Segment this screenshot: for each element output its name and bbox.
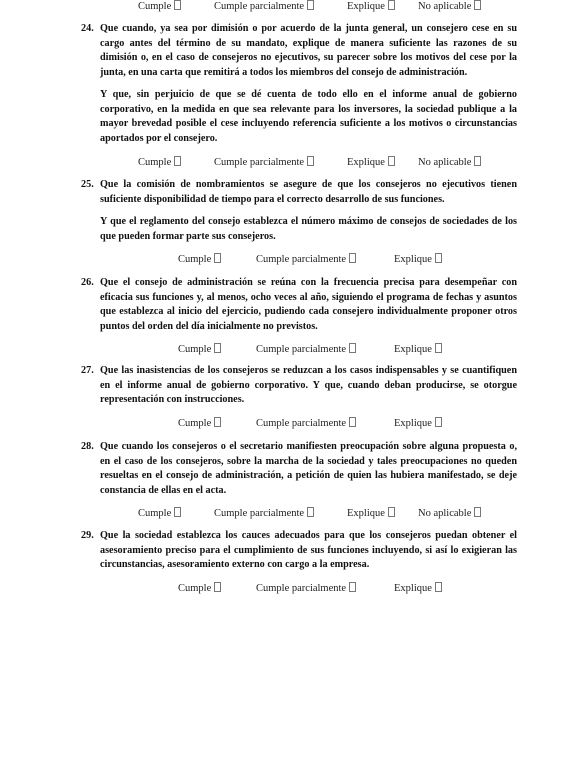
checkbox[interactable] bbox=[349, 343, 356, 353]
item-number: 29. bbox=[81, 530, 94, 541]
item-number: 24. bbox=[81, 23, 94, 34]
compliance-options-26 bbox=[0, 343, 576, 357]
option-cumple-parcialmente[interactable]: Cumple parcialmente bbox=[214, 507, 314, 521]
item-number: 27. bbox=[81, 365, 94, 376]
item-paragraph: Y que el reglamento del consejo establezca el número máximo de consejos de sociedades de los que pueden formar parte sus consejeros. bbox=[100, 216, 517, 242]
item-number: 26. bbox=[81, 277, 94, 288]
checkbox[interactable] bbox=[214, 343, 221, 353]
item-number: 28. bbox=[81, 441, 94, 452]
compliance-options-23 bbox=[0, 0, 576, 14]
option-cumple[interactable]: Cumple bbox=[178, 417, 221, 431]
recommendation-27 bbox=[81, 364, 517, 408]
checkbox[interactable] bbox=[349, 417, 356, 427]
recommendation-25 bbox=[81, 178, 517, 244]
option-cumple-parcialmente[interactable]: Cumple parcialmente bbox=[256, 417, 356, 431]
option-explique[interactable]: Explique bbox=[347, 156, 395, 170]
item-paragraph: Que la sociedad establezca los cauces adecuados para que los consejeros puedan obtener el asesoramiento preciso para el cumplimiento de sus funciones incluyendo, si así lo exigieran las circunstancias, asesoramiento externo con cargo a la empresa. bbox=[100, 530, 517, 570]
checkbox[interactable] bbox=[214, 417, 221, 427]
checkbox[interactable] bbox=[474, 0, 481, 10]
checkbox[interactable] bbox=[388, 507, 395, 517]
checkbox[interactable] bbox=[435, 343, 442, 353]
compliance-options-24 bbox=[0, 156, 576, 170]
checkbox[interactable] bbox=[307, 507, 314, 517]
checkbox[interactable] bbox=[307, 0, 314, 10]
recommendation-26 bbox=[81, 276, 517, 334]
option-explique[interactable]: Explique bbox=[394, 253, 442, 267]
option-cumple-parcialmente[interactable]: Cumple parcialmente bbox=[214, 0, 314, 14]
option-explique[interactable]: Explique bbox=[347, 0, 395, 14]
item-paragraph: Que cuando, ya sea por dimisión o por acuerdo de la junta general, un consejero cese en su cargo antes del término de su mandato, explique de manera suficiente las razones de su dimisión o, en el caso de consejeros no ejecutivos, su parecer sobre los motivos del cese por la junta, en una carta que remitirá a todos los miembros del consejo de administración. bbox=[100, 23, 517, 78]
option-cumple-parcialmente[interactable]: Cumple parcialmente bbox=[256, 343, 356, 357]
checkbox[interactable] bbox=[474, 156, 481, 166]
checkbox[interactable] bbox=[174, 156, 181, 166]
option-cumple[interactable]: Cumple bbox=[178, 343, 221, 357]
option-cumple-parcialmente[interactable]: Cumple parcialmente bbox=[214, 156, 314, 170]
option-cumple[interactable]: Cumple bbox=[178, 253, 221, 267]
compliance-options-28 bbox=[0, 507, 576, 521]
checkbox[interactable] bbox=[474, 507, 481, 517]
item-paragraph: Que las inasistencias de los consejeros se reduzcan a los casos indispensables y se cuantifiquen en el informe anual de gobierno corporativo. Y que, cuando deban producirse, se otorgue representación con instrucciones. bbox=[100, 365, 517, 405]
checkbox[interactable] bbox=[214, 253, 221, 263]
checkbox[interactable] bbox=[349, 253, 356, 263]
option-no-aplicable[interactable]: No aplicable bbox=[418, 507, 481, 521]
checkbox[interactable] bbox=[388, 156, 395, 166]
recommendation-24 bbox=[81, 22, 517, 146]
option-no-aplicable[interactable]: No aplicable bbox=[418, 156, 481, 170]
checkbox[interactable] bbox=[435, 582, 442, 592]
item-paragraph: Y que, sin perjuicio de que se dé cuenta de todo ello en el informe anual de gobierno corporativo, en la medida en que sea relevante para los inversores, la sociedad publique a la mayor brevedad posible el cese incluyendo referencia suficiente a los motivos o circunstancias aportados por el consejero. bbox=[100, 89, 517, 144]
option-explique[interactable]: Explique bbox=[347, 507, 395, 521]
checkbox[interactable] bbox=[435, 253, 442, 263]
checkbox[interactable] bbox=[307, 156, 314, 166]
checkbox[interactable] bbox=[214, 582, 221, 592]
checkbox[interactable] bbox=[349, 582, 356, 592]
option-explique[interactable]: Explique bbox=[394, 417, 442, 431]
option-cumple[interactable]: Cumple bbox=[138, 0, 181, 14]
option-no-aplicable[interactable]: No aplicable bbox=[418, 0, 481, 14]
option-explique[interactable]: Explique bbox=[394, 582, 442, 596]
option-cumple[interactable]: Cumple bbox=[178, 582, 221, 596]
recommendation-29 bbox=[81, 529, 517, 573]
item-number: 25. bbox=[81, 179, 94, 190]
compliance-options-27 bbox=[0, 417, 576, 431]
option-cumple-parcialmente[interactable]: Cumple parcialmente bbox=[256, 253, 356, 267]
compliance-options-25 bbox=[0, 253, 576, 267]
checkbox[interactable] bbox=[174, 507, 181, 517]
option-explique[interactable]: Explique bbox=[394, 343, 442, 357]
option-cumple[interactable]: Cumple bbox=[138, 156, 181, 170]
item-paragraph: Que la comisión de nombramientos se asegure de que los consejeros no ejecutivos tienen suficiente disponibilidad de tiempo para el correcto desarrollo de sus funciones. bbox=[100, 179, 517, 205]
checkbox[interactable] bbox=[435, 417, 442, 427]
option-cumple[interactable]: Cumple bbox=[138, 507, 181, 521]
compliance-options-29 bbox=[0, 582, 576, 596]
option-cumple-parcialmente[interactable]: Cumple parcialmente bbox=[256, 582, 356, 596]
item-paragraph: Que el consejo de administración se reúna con la frecuencia precisa para desempeñar con eficacia sus funciones y, al menos, ocho veces al año, siguiendo el programa de fechas y asuntos que establezca al inicio del ejercicio, pudiendo cada consejero individualmente proponer otros puntos del orden del día inicialmente no previstos. bbox=[100, 277, 517, 332]
recommendation-28 bbox=[81, 440, 517, 498]
checkbox[interactable] bbox=[388, 0, 395, 10]
checkbox[interactable] bbox=[174, 0, 181, 10]
item-paragraph: Que cuando los consejeros o el secretario manifiesten preocupación sobre alguna propuesta o, en el caso de los consejeros, sobre la marcha de la sociedad y tales preocupaciones no queden resueltas en el consejo de administración, a petición de quien las hubiera manifestado, se deje constancia de ellas en el acta. bbox=[100, 441, 517, 496]
